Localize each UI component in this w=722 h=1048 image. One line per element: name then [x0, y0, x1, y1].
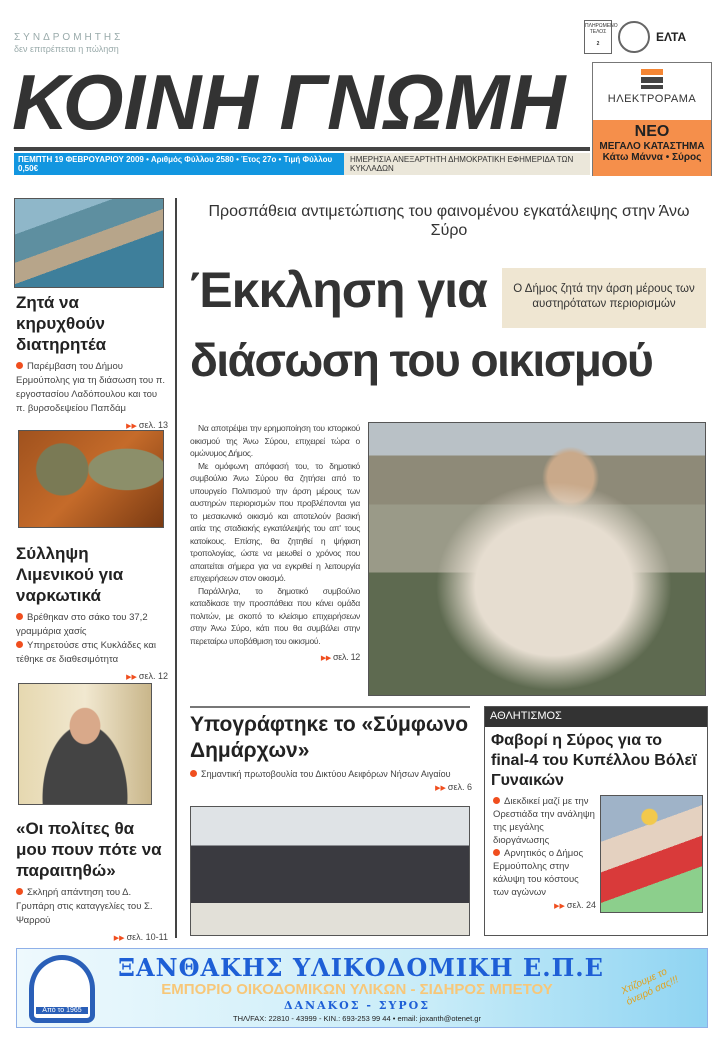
drugs-photo [18, 430, 164, 528]
seal-icon [618, 21, 650, 53]
paragraph: Με ομόφωνη απόφασή του, το δημοτικό συμβούλιο Άνω Σύρου θα ζητήσει από το υπουργείο Πολιτισμού την άρση μέρους των αυστηρών περιορισμών που προβλέπονται για το μεσαιωνικό οικισμό και αποτελούν βασική αιτία της σταδιακής εγκατάλειψής του απ' τους κατοίκους. Επίσης, θα ζητηθεί η ψήφιση τροπολογίας, ώστε να μειωθεί ο χρόνος που απαιτείται σήμερα για να εγκριθεί η λειτουργία επιχειρήσεων στον οικισμό. [190, 460, 360, 583]
page-ref-text: σελ. 6 [447, 782, 472, 792]
subscriber-label: ΣΥΝΔΡΟΜΗΤΗΣ [14, 32, 124, 43]
not-for-sale-label: δεν επιτρέπεται η πώληση [14, 44, 119, 54]
ano-syros-photo [368, 422, 706, 696]
elta-logo: ΕΛΤΑ [656, 30, 687, 44]
since-label: Από το 1965 [36, 1007, 88, 1014]
bullet-text: Σημαντική πρωτοβουλία του Δικτύου Αειφόρων Νήσων Αιγαίου [201, 769, 451, 779]
top-advertisement[interactable] [592, 62, 712, 176]
sidebar-headline-2[interactable]: Σύλληψη Λιμενικού για ναρκωτικά [16, 544, 124, 605]
sidebar-story-1 [16, 292, 168, 433]
bullet-text: Αρνητικός ο Δήμος Ερμούπολης στην κάλυψη του κόστους των αγώνων [493, 848, 584, 898]
sports-section-label: ΑΘΛΗΤΙΣΜΟΣ [485, 707, 707, 727]
sidebar-story-3 [16, 818, 168, 945]
bullet-text: Βρέθηκαν στο σάκο του 37,2 γραμμάρια χασίς [16, 612, 148, 637]
ad-slogan: Χτίζουμε το όνειρό σας!!! [619, 966, 681, 1008]
bottom-advertisement[interactable] [16, 948, 708, 1028]
page-ref-text: σελ. 12 [333, 652, 360, 662]
bullet-text: Σκληρή απάντηση του Δ. Γρυπάρη στις καταγγελίες του Σ. Ψαρρού [16, 887, 153, 926]
postage-logos [584, 20, 686, 54]
sidebar-story-2 [16, 543, 168, 684]
ad-location: ΔΑΝΑΚΟΣ - ΣΥΡΟΣ [283, 999, 431, 1012]
paragraph: Παράλληλα, το δημοτικό συμβούλιο καταδίκασε την προσπάθεια που κάνει ομάδα πολιτών, με σκοπό το κλείσιμο επιχειρήσεων στην Άνω Σύρο, κάτι που θα συμβάλει στην περεταίρω υποβάθμιση του οικισμού. [190, 585, 360, 646]
page-ref[interactable]: ▶▶ σελ. 12 [126, 671, 168, 681]
page-ref[interactable]: ▶▶ σελ. 24 [554, 900, 596, 910]
second-bullet [190, 767, 472, 781]
ad-brand: ΗΛΕΚΤΡΟΡΑΜΑ [607, 93, 697, 105]
ad-line3: Κάτω Μάννα • Σύρος [602, 152, 702, 163]
dateline: ΠΕΜΠΤΗ 19 ΦΕΒΡΟΥΑΡΙΟΥ 2009 • Αριθμός Φύλλου 2580 • Έτος 27ο • Τιμή Φύλλου 0,50€ [14, 153, 344, 175]
mayor-portrait-photo [18, 683, 152, 805]
second-story [190, 712, 472, 795]
sidebar-headline-1[interactable]: Ζητά να κηρυχθούν διατηρητέα [16, 293, 107, 354]
lead-kicker: Προσπάθεια αντιμετώπισης του φαινομένου εγκατάλειψης στην Άνω Σύρο [208, 203, 690, 239]
page-ref[interactable]: ▶▶ σελ. 12 [320, 652, 360, 662]
ad-contact[interactable]: ΤΗΛ/FAX: 22810 - 43999 - ΚΙΝ.: 693-253 99 44 • email: joxanth@otenet.gr [233, 1014, 481, 1023]
paragraph: Να αποτρέψει την ερημοποίηση του ιστορικού οικισμού της Άνω Σύρου, επιχειρεί τώρα ο ομώνυμος Δήμος. [190, 423, 360, 458]
lead-callout: Ο Δήμος ζητά την άρση μέρους των αυστηρότατων περιορισμών [502, 268, 706, 328]
mayors-group-photo [190, 806, 470, 936]
masthead-rule [14, 147, 590, 151]
page-ref[interactable]: ▶▶ σελ. 10-11 [113, 932, 168, 942]
ad-line1: ΝΕΟ [634, 123, 670, 140]
ad-line1: ΕΜΠΟΡΙΟ ΟΙΚΟΔΟΜΙΚΩΝ ΥΛΙΚΩΝ - ΣΙΔΗΡΟΣ ΜΠΕΤΟΥ [161, 981, 553, 998]
page-ref-text: σελ. 24 [566, 900, 596, 910]
page-ref[interactable]: ▶▶ σελ. 13 [126, 420, 168, 430]
postage-number: 2 [596, 41, 600, 47]
harbor-photo [14, 198, 164, 288]
page-ref-text: σελ. 12 [138, 671, 168, 681]
lead-body [190, 422, 360, 665]
volleyball-photo [600, 795, 703, 913]
bullet-text: Παρέμβαση του Δήμου Ερμούπολης για τη διάσωση του π. εργοστασίου Λαδόπουλου και του π. βυρσοδεψείου Παπδάμ [16, 361, 166, 414]
sidebar-bullets-2 [16, 611, 168, 667]
lead-headline-line1[interactable]: Έκκληση για [190, 262, 487, 318]
sidebar-bullet-1 [16, 360, 168, 416]
sports-box [484, 706, 708, 936]
postage-paid-stamp [584, 20, 618, 54]
sidebar-headline-3[interactable]: «Οι πολίτες θα μου πουν πότε να παραιτηθώ» [16, 819, 162, 880]
sports-bullets [493, 795, 596, 899]
section-rule [190, 706, 470, 708]
sidebar-bullet-3 [16, 886, 168, 928]
sports-content [485, 795, 707, 913]
bullet-text: Υπηρετούσε στις Κυκλάδες και τέθηκε σε διαθεσιμότητα [16, 640, 156, 665]
company-logo [29, 955, 95, 1023]
dateline-bar [14, 153, 590, 175]
postage-text: ΠΛΗΡΩΜΕΝΟ ΤΕΛΟΣ [585, 23, 618, 35]
tagline: ΗΜΕΡΗΣΙΑ ΑΝΕΞΑΡΤΗΤΗ ΔΗΜΟΚΡΑΤΙΚΗ ΕΦΗΜΕΡΙΔΑ ΤΩΝ ΚΥΚΛΑΔΩΝ [344, 153, 590, 175]
page-ref-text: σελ. 10-11 [126, 932, 168, 942]
page-ref[interactable]: ▶▶ σελ. 6 [435, 782, 472, 792]
page-ref-text: σελ. 13 [138, 420, 168, 430]
lead-headline-line2[interactable]: διάσωση του οικισμού [190, 334, 653, 386]
company-name: ΞΑΝΘΑΚΗΣ ΥΛΙΚΟΔΟΜΙΚΗ Ε.Π.Ε [118, 953, 604, 982]
bullet-text: Διεκδικεί μαζί με την Ορεστιάδα την ανάληψη της μεγάλης διοργάνωσης [493, 796, 595, 846]
sports-text [493, 795, 596, 913]
ad-line2: ΜΕΓΑΛΟ ΚΑΤΑΣΤΗΜΑ [599, 141, 705, 152]
column-divider [175, 198, 177, 938]
brand-logo-icon [641, 69, 663, 89]
sports-headline[interactable]: Φαβορί η Σύρος για το final-4 του Κυπέλλου Βόλεϊ Γυναικών [491, 732, 697, 789]
second-headline[interactable]: Υπογράφτηκε το «Σύμφωνο Δημάρχων» [190, 713, 469, 762]
masthead-title: ΚΟΙΝΗ ΓΝΩΜΗ [12, 58, 566, 146]
